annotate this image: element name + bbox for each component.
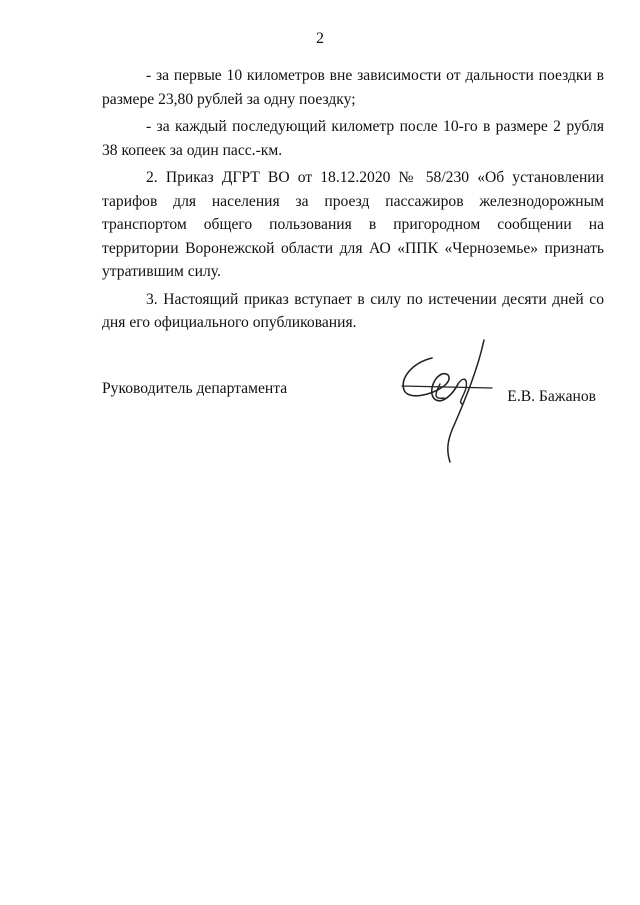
- repeal-order-paragraph: 2. Приказ ДГРТ ВО от 18.12.2020 № 58/230 «Об установлении тарифов для населения за проезд пассажиров железнодорожным транспортом общего пользования в пригородном сообщении на территории Воронежской области для АО «ППК «Черноземье» признать утратившим силу.: [102, 169, 604, 280]
- document-body: [102, 64, 604, 339]
- signer-title: Руководитель департамента: [102, 380, 288, 397]
- effective-date-paragraph: 3. Настоящий приказ вступает в силу по истечении десяти дней со дня его официального опубликования.: [102, 290, 604, 331]
- tariff-first-10km-paragraph: - за первые 10 километров вне зависимости от дальности поездки в размере 23,80 рублей за одну поездку;: [102, 67, 604, 108]
- tariff-per-km-paragraph: - за каждый последующий километр после 10-го в размере 2 рубля 38 копеек за один пасс.-км.: [102, 118, 604, 159]
- handwritten-signature-icon: [392, 338, 502, 468]
- signer-name: Е.В. Бажанов: [507, 388, 596, 405]
- page-number: 2: [316, 30, 324, 47]
